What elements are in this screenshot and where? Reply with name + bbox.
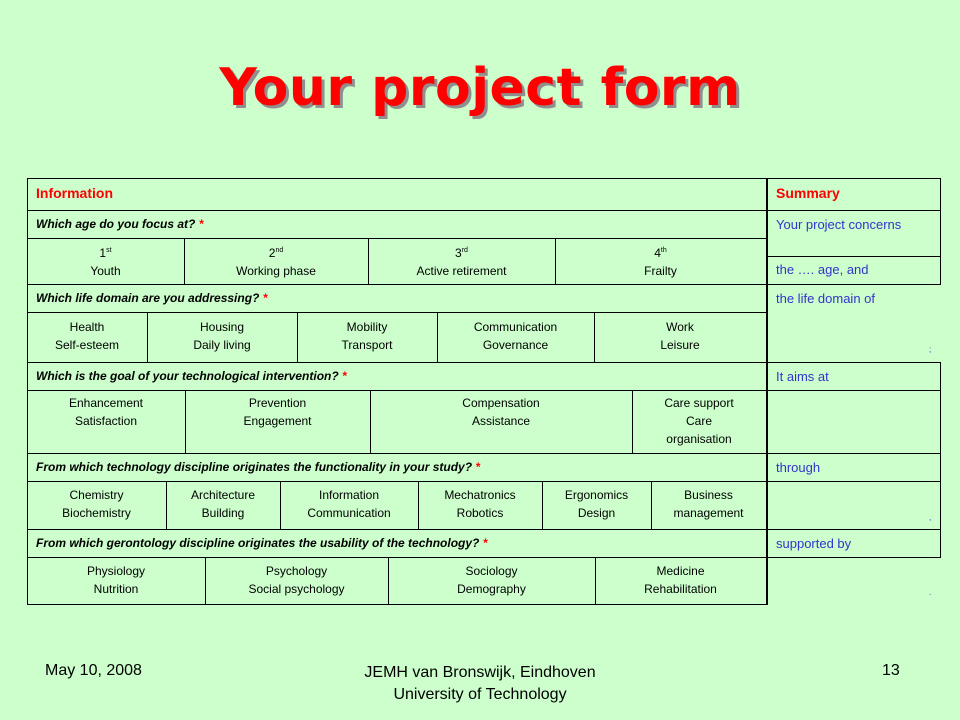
footer-page-number: 13 bbox=[882, 662, 900, 679]
required-marker: * bbox=[262, 291, 268, 305]
summary-goal-text: It aims at bbox=[776, 369, 829, 384]
age-option-working-phase[interactable]: 2nd Working phase bbox=[236, 246, 316, 278]
slide-title: Your project form bbox=[219, 58, 741, 118]
goal-option-enhancement[interactable]: Enhancement Satisfaction bbox=[68, 396, 144, 428]
required-marker: * bbox=[342, 369, 347, 383]
age-option-youth[interactable]: 1st Youth bbox=[90, 246, 121, 278]
tech-option-mechatronics[interactable]: Mechatronics Robotics bbox=[444, 488, 516, 520]
summary-domain-mark: ; bbox=[929, 345, 932, 354]
required-marker: * bbox=[482, 536, 488, 550]
required-marker: * bbox=[198, 217, 204, 231]
domain-option-mobility[interactable]: Mobility Transport bbox=[341, 320, 393, 352]
geron-option-physiology[interactable]: Physiology Nutrition bbox=[86, 564, 146, 596]
tech-option-ergonomics[interactable]: Ergonomics Design bbox=[564, 488, 629, 520]
summary-age-text: the …. age, and bbox=[776, 262, 869, 277]
summary-header: Summary bbox=[776, 185, 840, 201]
gerontology-question: From which gerontology discipline originates the usability of the technology? * bbox=[36, 536, 488, 550]
domain-option-work[interactable]: Work Leisure bbox=[660, 320, 700, 352]
geron-option-medicine[interactable]: Medicine Rehabilitation bbox=[644, 564, 717, 596]
tech-option-business[interactable]: Business management bbox=[673, 488, 744, 520]
summary-age-intro: Your project concerns bbox=[776, 217, 902, 232]
tech-option-information[interactable]: Information Communication bbox=[307, 488, 391, 520]
required-marker: * bbox=[475, 460, 481, 474]
age-option-frailty[interactable]: 4th Frailty bbox=[644, 246, 677, 278]
footer-author: JEMH van Bronswijk, Eindhoven University of Technology bbox=[364, 664, 596, 703]
age-option-active-retirement[interactable]: 3rd Active retirement bbox=[416, 246, 507, 278]
project-form-table bbox=[27, 178, 941, 604]
domain-question: Which life domain are you addressing? * bbox=[36, 291, 268, 305]
goal-option-prevention[interactable]: Prevention Engagement bbox=[243, 396, 312, 428]
summary-technology-mark: , bbox=[929, 513, 932, 522]
age-question: Which age do you focus at? * bbox=[36, 217, 204, 231]
goal-option-compensation[interactable]: Compensation Assistance bbox=[462, 396, 540, 428]
domain-option-health[interactable]: Health Self-esteem bbox=[54, 320, 120, 352]
goal-question: Which is the goal of your technological intervention? * bbox=[36, 369, 347, 383]
geron-option-sociology[interactable]: Sociology Demography bbox=[457, 564, 526, 596]
geron-option-psychology[interactable]: Psychology Social psychology bbox=[248, 564, 345, 596]
information-header: Information bbox=[36, 185, 113, 201]
summary-gerontology-mark: . bbox=[929, 588, 932, 597]
summary-gerontology-text: supported by bbox=[776, 536, 852, 551]
domain-option-housing[interactable]: Housing Daily living bbox=[193, 320, 251, 352]
footer-date: May 10, 2008 bbox=[45, 662, 142, 679]
tech-option-chemistry[interactable]: Chemistry Biochemistry bbox=[62, 488, 131, 520]
goal-option-care-support[interactable]: Care support Care organisation bbox=[664, 396, 734, 446]
tech-option-architecture[interactable]: Architecture Building bbox=[190, 488, 256, 520]
summary-domain-text: the life domain of bbox=[776, 291, 876, 306]
domain-option-communication[interactable]: Communication Governance bbox=[473, 320, 558, 352]
technology-question: From which technology discipline originates the functionality in your study? * bbox=[36, 460, 481, 474]
summary-technology-text: through bbox=[776, 460, 821, 475]
